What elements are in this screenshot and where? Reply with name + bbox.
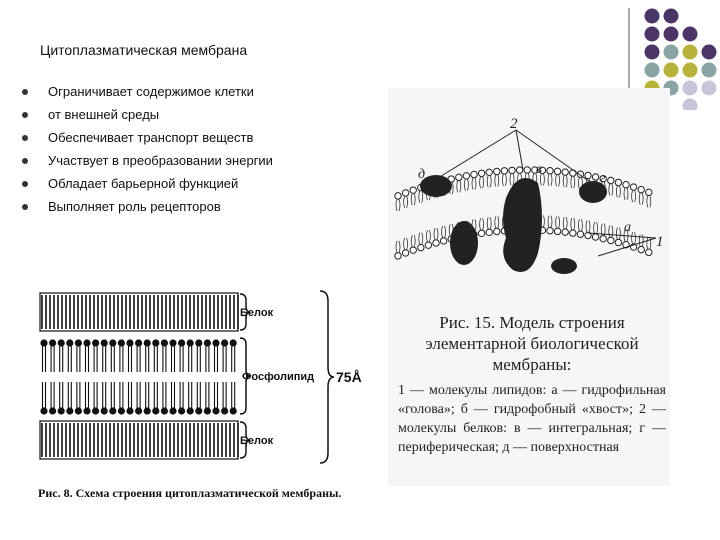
lipid-tail [464, 179, 468, 191]
label-g: г [600, 171, 606, 186]
dot-row-3 [645, 45, 717, 60]
lipid-tail [594, 222, 598, 234]
phospholipid-head [135, 407, 142, 414]
lipid-head [509, 167, 515, 173]
phospholipid-head [92, 339, 99, 346]
phospholipid-head [75, 339, 82, 346]
phospholipid-head [204, 339, 211, 346]
phospholipid-tail [94, 382, 97, 408]
protein-blob [551, 258, 577, 274]
label-1: 1 [656, 234, 664, 250]
phospholipid-head [66, 407, 73, 414]
lipid-tail [639, 193, 643, 205]
lipid-head [395, 253, 401, 259]
bullet-item [20, 80, 273, 103]
lipid-head [410, 187, 416, 193]
lipid-tail [563, 217, 567, 229]
membrane-schema-figure [30, 283, 390, 503]
lipid-tail [609, 183, 613, 195]
bullet-dot-icon [22, 181, 28, 187]
lipid-tail [419, 191, 423, 203]
lipid-tail [487, 217, 491, 229]
label-protein-bottom: Белок [240, 435, 274, 447]
lipid-head [638, 246, 644, 252]
phospholipid-tail [51, 382, 54, 408]
lipid-head [547, 228, 553, 234]
lipid-tail [472, 177, 476, 189]
protein-blob [450, 221, 478, 265]
lipid-tail [647, 195, 651, 207]
phospholipid-head [221, 407, 228, 414]
lipid-tail [411, 235, 415, 247]
label-thickness: 75Å [336, 369, 362, 385]
bullet-item [20, 126, 273, 149]
phospholipid-head [75, 407, 82, 414]
phospholipid-tail [77, 382, 80, 408]
lipid-tail [457, 180, 461, 192]
lipid-tail [495, 216, 499, 228]
phospholipid-head [49, 339, 56, 346]
lipid-tail [548, 174, 552, 186]
phospholipid-tail [154, 382, 157, 408]
phospholipid-tail [172, 346, 175, 372]
phospholipid-bilayer [40, 339, 236, 414]
lipid-head [600, 235, 606, 241]
phospholipid-head [118, 407, 125, 414]
phospholipid-tail [189, 382, 192, 408]
phospholipid-head [212, 407, 219, 414]
lipid-head [494, 168, 500, 174]
lipid-tail [396, 241, 400, 253]
phospholipid-tail [172, 382, 175, 408]
phospholipid-head [161, 339, 168, 346]
lipid-head [471, 171, 477, 177]
phospholipid-tail [129, 382, 132, 408]
phospholipid-tail [68, 346, 71, 372]
phospholipid-tail [180, 346, 183, 372]
lipid-head [547, 168, 553, 174]
lipid-head [554, 228, 560, 234]
phospholipid-tail [232, 346, 235, 372]
phospholipid-head [187, 407, 194, 414]
protein-molecules [420, 175, 607, 274]
bullet-text: Обеспечивает транспорт веществ [48, 130, 254, 145]
phospholipid-tail [111, 382, 114, 408]
lipid-tail [510, 173, 514, 185]
lipid-tail [586, 221, 590, 233]
lipid-tail [632, 190, 636, 202]
phospholipid-tail [206, 382, 209, 408]
phospholipid-head [161, 407, 168, 414]
phospholipid-tail [77, 346, 80, 372]
lipid-head [524, 167, 530, 173]
bullet-dot-icon [22, 158, 28, 164]
phospholipid-tail [154, 346, 157, 372]
phospholipid-tail [215, 382, 218, 408]
phospholipid-head [135, 339, 142, 346]
phospholipid-head [109, 339, 116, 346]
dot-row-4 [645, 63, 717, 78]
dot-row-2 [645, 27, 698, 42]
slide-title: Цитоплазматическая мембрана [40, 42, 248, 58]
protein-layer-top [40, 293, 238, 331]
phospholipid-tail [223, 382, 226, 408]
lipid-tail [624, 188, 628, 200]
bullet-item [20, 149, 273, 172]
lipid-head [623, 182, 629, 188]
lipid-head [494, 228, 500, 234]
membrane-model-figure [388, 88, 670, 486]
phospholipid-head [126, 339, 133, 346]
phospholipid-tail [197, 382, 200, 408]
lipid-tail [434, 228, 438, 240]
phospholipid-tail [94, 346, 97, 372]
lipid-head [570, 230, 576, 236]
phospholipid-head [40, 339, 47, 346]
lipid-head [516, 167, 522, 173]
phospholipid-tail [137, 382, 140, 408]
lipid-head [433, 240, 439, 246]
phospholipid-head [49, 407, 56, 414]
lipid-head [478, 170, 484, 176]
phospholipid-head [230, 339, 237, 346]
label-d: д [418, 167, 426, 182]
phospholipid-tail [163, 346, 166, 372]
lipid-tail [487, 175, 491, 187]
figure15-caption-title: Рис. 15. Модель строения элементарной биологической мембраны: [425, 313, 639, 374]
phospholipid-head [152, 339, 159, 346]
lipid-tail [495, 174, 499, 186]
lipid-head [440, 238, 446, 244]
phospholipid-tail [120, 382, 123, 408]
lipid-head [463, 173, 469, 179]
lipid-tail [571, 218, 575, 230]
phospholipid-head [178, 339, 185, 346]
phospholipid-tail [189, 346, 192, 372]
phospholipid-tail [197, 346, 200, 372]
bullet-list [20, 80, 273, 218]
lipid-head [554, 168, 560, 174]
lipid-head [486, 169, 492, 175]
phospholipid-head [109, 407, 116, 414]
phospholipid-head [101, 407, 108, 414]
lipid-head [646, 249, 652, 255]
phospholipid-tail [60, 382, 63, 408]
lipid-tail [404, 196, 408, 208]
phospholipid-tail [163, 382, 166, 408]
lipid-tail [411, 193, 415, 205]
lipid-tail [563, 175, 567, 187]
lipid-head [395, 193, 401, 199]
lipid-tail [556, 174, 560, 186]
phospholipid-tail [51, 346, 54, 372]
lipid-tail [404, 238, 408, 250]
phospholipid-tail [206, 346, 209, 372]
phospholipid-tail [60, 346, 63, 372]
phospholipid-head [152, 407, 159, 414]
lipid-head [615, 239, 621, 245]
phospholipid-tail [146, 346, 149, 372]
lipid-head [608, 237, 614, 243]
bullet-dot-icon [22, 135, 28, 141]
phospholipid-head [204, 407, 211, 414]
lipid-head [410, 247, 416, 253]
lipid-head [592, 174, 598, 180]
phospholipid-head [66, 339, 73, 346]
bullet-text: Выполняет роль рецепторов [48, 199, 221, 214]
membrane-model-drawing [388, 88, 670, 318]
bullet-text: Участвует в преобразовании энергии [48, 153, 273, 168]
phospholipid-head [144, 407, 151, 414]
phospholipid-tail [43, 382, 46, 408]
phospholipid-head [221, 339, 228, 346]
lipid-tail [442, 226, 446, 238]
lipid-tail [616, 186, 620, 198]
lipid-head [562, 229, 568, 235]
phospholipid-tail [86, 346, 89, 372]
bullet-item [20, 195, 273, 218]
phospholipid-head [187, 339, 194, 346]
phospholipid-head [40, 407, 47, 414]
phospholipid-head [101, 339, 108, 346]
figure8-caption: Рис. 8. Схема строения цитоплазматической мембраны. [38, 486, 342, 500]
lipid-tail [480, 176, 484, 188]
phospholipid-head [126, 407, 133, 414]
bullet-dot-icon [22, 89, 28, 95]
lipid-tail [426, 230, 430, 242]
lipid-tail [616, 228, 620, 240]
bullet-dot-icon [22, 204, 28, 210]
protein-layer-bottom [40, 421, 238, 459]
lipid-tail [578, 219, 582, 231]
phospholipid-head [169, 339, 176, 346]
lipid-tail [571, 176, 575, 188]
label-2: 2 [510, 116, 518, 132]
phospholipid-tail [146, 382, 149, 408]
label-phospholipid: Фосфолипид [242, 371, 315, 383]
lipid-head [638, 186, 644, 192]
lipid-head [646, 189, 652, 195]
bullet-item [20, 103, 273, 126]
bullet-text: Ограничивает содержимое клетки [48, 84, 254, 99]
phospholipid-head [195, 339, 202, 346]
lipid-tail [419, 233, 423, 245]
phospholipid-head [83, 339, 90, 346]
phospholipid-head [144, 339, 151, 346]
lipid-head [501, 168, 507, 174]
lipid-head [456, 174, 462, 180]
label-a: а [624, 220, 631, 235]
dot-row-6 [683, 99, 698, 111]
phospholipid-head [92, 407, 99, 414]
lipid-head [418, 244, 424, 250]
phospholipid-tail [103, 382, 106, 408]
figure15-caption-text: 1 — молекулы липидов: а — гидрофильная «голова»; б — гидрофобный «хвост»; 2 — молекулы белков: в — интегральная; г — периферическая; д — поверхностная [398, 383, 666, 455]
label-v: в [536, 162, 543, 177]
lipid-head [615, 179, 621, 185]
phospholipid-tail [137, 346, 140, 372]
lipid-head [577, 231, 583, 237]
bullet-text: от внешней среды [48, 107, 160, 122]
phospholipid-tail [232, 382, 235, 408]
phospholipid-tail [180, 382, 183, 408]
phospholipid-head [178, 407, 185, 414]
phospholipid-tail [43, 346, 46, 372]
lipid-head [592, 234, 598, 240]
integral-protein-v [503, 178, 542, 272]
lipid-head [402, 190, 408, 196]
phospholipid-head [58, 407, 65, 414]
phospholipid-head [58, 339, 65, 346]
phospholipid-tail [129, 346, 132, 372]
phospholipid-head [83, 407, 90, 414]
bullet-item [20, 172, 273, 195]
lipid-tail [502, 174, 506, 186]
label-protein-top: Белок [240, 307, 274, 319]
bullet-text: Обладает барьерной функцией [48, 176, 239, 191]
phospholipid-head [118, 339, 125, 346]
phospholipid-head [195, 407, 202, 414]
phospholipid-tail [215, 346, 218, 372]
lipid-head [402, 250, 408, 256]
lipid-head [486, 229, 492, 235]
phospholipid-head [169, 407, 176, 414]
lipid-head [478, 230, 484, 236]
lipid-head [425, 242, 431, 248]
bullet-dot-icon [22, 112, 28, 118]
phospholipid-head [230, 407, 237, 414]
lipid-head [585, 172, 591, 178]
phospholipid-tail [103, 346, 106, 372]
lipid-tail [609, 225, 613, 237]
lipid-tail [480, 218, 484, 230]
phospholipid-head [212, 339, 219, 346]
lipid-tail [632, 232, 636, 244]
figure15-caption [398, 312, 666, 457]
lipid-tail [556, 216, 560, 228]
phospholipid-tail [223, 346, 226, 372]
phospholipid-tail [120, 346, 123, 372]
lipid-head [630, 184, 636, 190]
phospholipid-tail [111, 346, 114, 372]
phospholipid-tail [86, 382, 89, 408]
phospholipid-tail [68, 382, 71, 408]
lipid-tail [647, 237, 651, 249]
lipid-tail [396, 199, 400, 211]
lipid-tail [548, 216, 552, 228]
dot-row-1 [645, 9, 679, 24]
lipid-head [608, 177, 614, 183]
lipid-head [562, 169, 568, 175]
